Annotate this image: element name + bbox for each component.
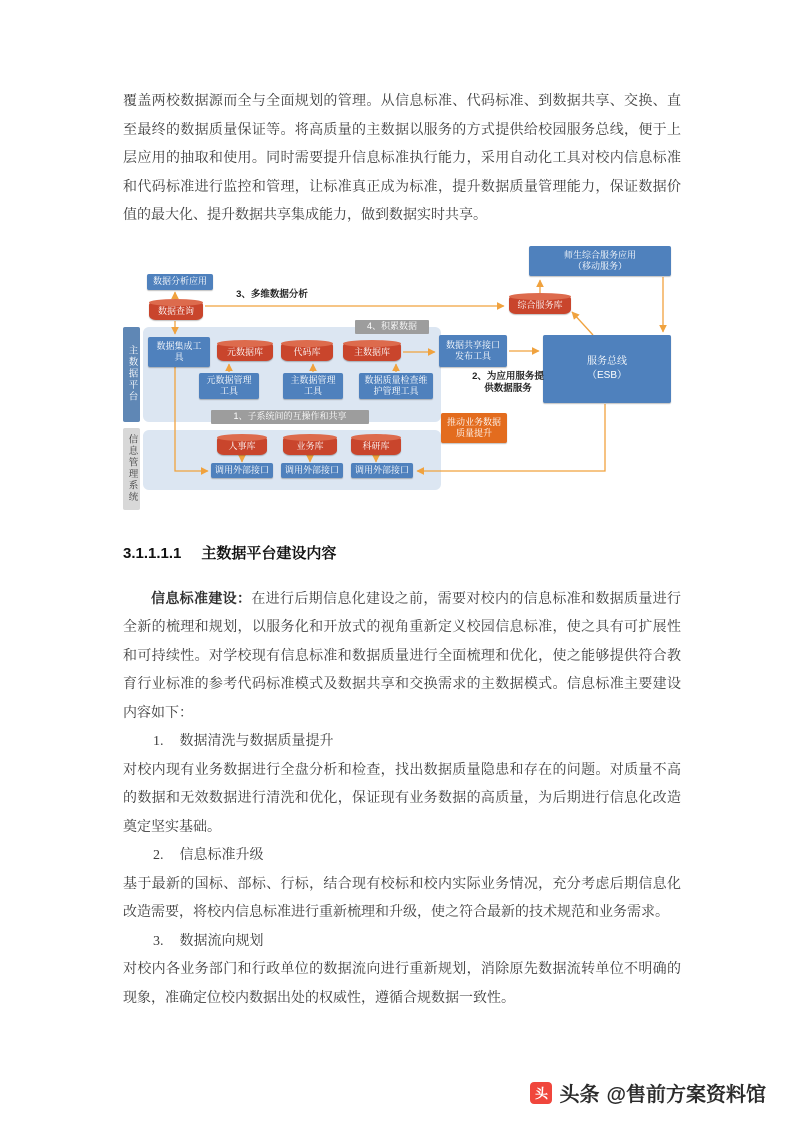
mobile-service-app-line1: 师生综合服务应用 bbox=[563, 249, 636, 260]
item-2-title bbox=[123, 842, 681, 871]
service-bus-esb-box bbox=[543, 335, 671, 403]
item-1-title-text: 数据清洗与数据质量提升 bbox=[179, 734, 334, 749]
data-integration-tool-box bbox=[148, 337, 210, 367]
metadata-manage-tool-box bbox=[199, 373, 259, 399]
hr-db-label: 人事库 bbox=[228, 441, 256, 451]
data-query-label: 数据查询 bbox=[157, 306, 194, 316]
composite-service-db-label: 综合服务库 bbox=[517, 300, 563, 310]
data-analysis-app-label: 数据分析应用 bbox=[152, 276, 207, 286]
external-api-label-3: 调用外部接口 bbox=[355, 464, 410, 475]
mobile-service-app-box bbox=[529, 246, 671, 276]
metadata-manage-tool-label: 元数据管理工具 bbox=[206, 374, 252, 396]
item-2-body: 基于最新的国标、部标、行标，结合现有校标和校内实际业务情况，充分考虑后期信息化改造需要，将校内信息标准进行重新梳理和升级，使之符合最新的技术规范和业务需求。 bbox=[123, 876, 681, 920]
data-share-interface-tool-label: 数据共享接口发布工具 bbox=[445, 339, 500, 361]
service-bus-line2: （ESB） bbox=[586, 369, 627, 381]
masterdata-manage-tool-label: 主数据管理工具 bbox=[290, 374, 336, 396]
item-3-title bbox=[123, 928, 681, 957]
toutiao-logo-icon: 头 bbox=[530, 1082, 552, 1104]
architecture-diagram bbox=[123, 244, 679, 512]
standards-paragraph bbox=[123, 586, 681, 729]
code-db-label: 代码库 bbox=[293, 347, 321, 357]
business-db-cylinder bbox=[283, 437, 337, 455]
item-3-number: 3. bbox=[153, 933, 164, 949]
data-analysis-app-box bbox=[147, 274, 213, 290]
item-2-number: 2. bbox=[153, 848, 164, 863]
external-api-box-2 bbox=[281, 463, 343, 478]
external-api-label-1: 调用外部接口 bbox=[215, 464, 270, 475]
data-quality-tool-box bbox=[359, 373, 433, 399]
standards-paragraph-body: 在进行后期信息化建设之前，需要对校内的信息标准和数据质量进行全新的梳理和规划，以服务化和开放式的视角重新定义校园信息标准，使之具有可扩展性和可持续性。对学校现有信息标准和数据质量进行全面梳理和优化，使之能够提供符合教育行业标准的参考代码标准模式及数据共享和交换需求的主数据模式。信息标准主要建设内容如下： bbox=[123, 591, 682, 721]
external-api-label-2: 调用外部接口 bbox=[285, 464, 340, 475]
master-db-label: 主数据库 bbox=[353, 347, 390, 357]
item-1-number: 1. bbox=[153, 734, 164, 749]
section-title: 主数据平台建设内容 bbox=[201, 544, 337, 562]
info-management-system-strip: 信息管理系统 bbox=[123, 428, 140, 510]
external-api-box-1 bbox=[211, 463, 273, 478]
code-db-cylinder bbox=[281, 343, 333, 361]
watermark-handle: @售前方案资料馆 bbox=[606, 1084, 766, 1106]
masterdata-manage-tool-box bbox=[283, 373, 343, 399]
data-quality-tool-label: 数据质量检查维护管理工具 bbox=[364, 374, 428, 396]
research-db-label: 科研库 bbox=[362, 441, 390, 451]
hr-db-cylinder bbox=[217, 437, 267, 455]
label-multidimensional-analysis: 3、多维数据分析 bbox=[236, 288, 308, 300]
section-heading bbox=[123, 542, 681, 563]
label-provide-data-service: 2、为应用服务提供数据服务 bbox=[472, 370, 544, 394]
master-db-cylinder bbox=[343, 343, 401, 361]
data-share-interface-tool-box bbox=[439, 335, 507, 367]
metadata-db-label: 元数据库 bbox=[226, 347, 263, 357]
standards-paragraph-lead: 信息标准建设： bbox=[151, 591, 252, 607]
item-1-body: 对校内现有业务数据进行全盘分析和检查，找出数据质量隐患和存在的问题。对质量不高的数据和无效数据进行清洗和优化，保证现有业务数据的高质量，为后期进行信息化改造奠定坚实基础。 bbox=[123, 762, 681, 835]
main-data-platform-strip: 主数据平台 bbox=[123, 327, 140, 422]
watermark bbox=[530, 1078, 766, 1107]
item-3-title-text: 数据流向规划 bbox=[179, 933, 264, 949]
data-integration-tool-label: 数据集成工具 bbox=[156, 340, 202, 362]
research-db-cylinder bbox=[351, 437, 401, 455]
promote-quality-label: 推动业务数据质量提升 bbox=[446, 416, 501, 438]
metadata-db-cylinder bbox=[217, 343, 273, 361]
item-1-title bbox=[123, 728, 681, 757]
item-3-body: 对校内各业务部门和行政单位的数据流向进行重新规划，消除原先数据流转单位不明确的现象，准确定位校内数据出处的权威性，遵循合规数据一致性。 bbox=[123, 962, 681, 1006]
item-2-title-text: 信息标准升级 bbox=[179, 848, 264, 863]
promote-quality-box bbox=[441, 413, 507, 443]
service-bus-line1: 服务总线 bbox=[587, 355, 627, 367]
external-api-box-3 bbox=[351, 463, 413, 478]
intro-paragraph: 覆盖两校数据源而全与全面规划的管理。从信息标准、代码标准、到数据共享、交换、直至最终的数据质量保证等。将高质量的主数据以服务的方式提供给校园服务总线，便于上层应用的抽取和使用。同时需要提升信息标准执行能力，采用自动化工具对校内信息标准和代码标准进行监控和管理，让标准真正成为标准，提升数据质量管理能力，保证数据价值的最大化、提升数据共享集成能力，做到数据实时共享。 bbox=[123, 94, 681, 223]
label-accumulate-data: 4、积累数据 bbox=[355, 320, 429, 334]
watermark-brand: 头条 bbox=[559, 1084, 600, 1106]
mobile-service-app-line2: （移动服务） bbox=[572, 260, 627, 271]
label-subsystem-interop: 1、子系统间的互操作和共享 bbox=[211, 410, 369, 424]
data-query-cylinder bbox=[149, 302, 203, 320]
composite-service-db-cylinder bbox=[509, 296, 571, 314]
business-db-label: 业务库 bbox=[296, 441, 324, 451]
section-number: 3.1.1.1.1 bbox=[123, 544, 182, 562]
